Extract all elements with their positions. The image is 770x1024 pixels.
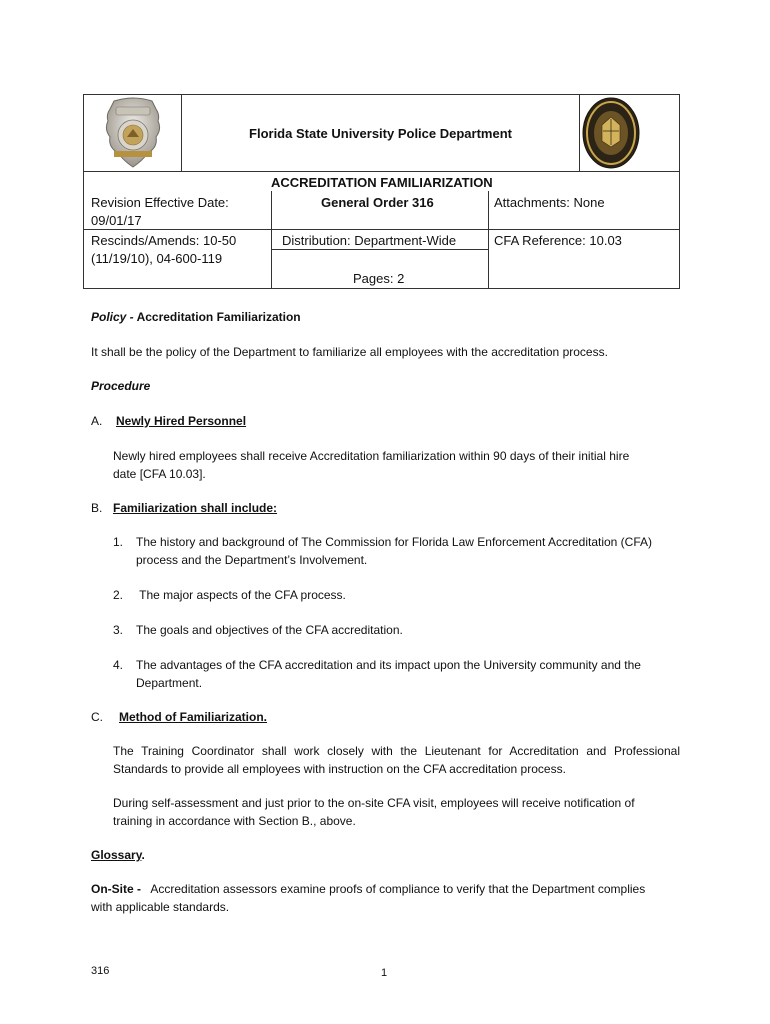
item-4-line2: Department. [136, 676, 203, 690]
police-badge-icon [84, 95, 182, 171]
item-3-number: 3. [113, 623, 124, 637]
item-1-line2: process and the Department’s Involvement. [136, 553, 368, 567]
section-a-text-1: Newly hired employees shall receive Accreditation familiarization within 90 days of their initial hire [113, 449, 630, 463]
section-b-title: Familiarization shall include [113, 501, 274, 515]
item-1-line1: The history and background of The Commission for Florida Law Enforcement Accreditation (CFA) [136, 535, 653, 549]
revision-label: Revision Effective Date: [91, 195, 229, 210]
policy-prefix: Policy - [91, 310, 134, 324]
procedure-heading: Procedure [91, 379, 151, 393]
section-c-letter: C. [91, 710, 103, 724]
section-c-para2-line1: During self-assessment and just prior to the on-site CFA visit, employees will receive notification of [113, 796, 635, 810]
item-2-number: 2. [113, 588, 124, 602]
section-a-title: Newly Hired Personnel [116, 414, 247, 428]
section-b-letter: B. [91, 501, 103, 515]
policy-heading [91, 308, 301, 326]
footer-page-number: 1 [381, 967, 388, 979]
header-table [83, 94, 680, 289]
item-4-number: 4. [113, 658, 124, 672]
university-seal-icon [580, 95, 680, 171]
order-number: General Order 316 [321, 195, 434, 210]
glossary-heading [91, 846, 145, 864]
section-a-text-2: date [CFA 10.03]. [113, 467, 206, 481]
footer-order-number: 316 [91, 965, 110, 977]
glossary-definition-2: with applicable standards. [91, 900, 230, 914]
section-c-para1-line2: Standards to provide all employees with instruction on the CFA accreditation process. [113, 762, 566, 776]
item-2-line1: The major aspects of the CFA process. [136, 588, 346, 602]
department-title: Florida State University Police Department [249, 125, 512, 141]
section-c-para2-line2: training in accordance with Section B., above. [113, 814, 356, 828]
pages: Pages: 2 [353, 271, 405, 286]
policy-statement: It shall be the policy of the Department to familiarize all employees with the accreditation process. [91, 345, 608, 359]
section-b-colon: : [273, 501, 278, 515]
item-3-line1: The goals and objectives of the CFA accreditation. [136, 623, 403, 637]
item-1-number: 1. [113, 535, 124, 549]
glossary-title: Glossary [91, 848, 142, 862]
attachments: Attachments: None [494, 195, 605, 210]
revision-date: 09/01/17 [91, 213, 142, 228]
rescinds-line1: Rescinds/Amends: 10-50 [91, 233, 237, 248]
section-b-heading [113, 499, 277, 517]
badge-cell [84, 95, 182, 171]
order-title: ACCREDITATION FAMILIARIZATION [271, 175, 493, 190]
policy-title: Accreditation Familiarization [133, 310, 301, 324]
section-a-letter: A. [91, 414, 103, 428]
glossary-entry [91, 880, 645, 898]
glossary-period: . [141, 848, 145, 862]
glossary-term: On-Site - [91, 882, 141, 896]
section-c-title: Method of Familiarization. [119, 710, 268, 724]
rescinds-line2: (11/19/10), 04-600-119 [91, 251, 223, 266]
distribution: Distribution: Department-Wide [282, 233, 457, 248]
section-c-para1-line1: The Training Coordinator shall work closely with the Lieutenant for Accreditation and Professional [113, 744, 680, 758]
glossary-definition-1: Accreditation assessors examine proofs of compliance to verify that the Department complies [141, 882, 646, 896]
seal-cell [579, 95, 680, 171]
item-4-line1: The advantages of the CFA accreditation and its impact upon the University community and the [136, 658, 641, 672]
cfa-reference: CFA Reference: 10.03 [494, 233, 622, 248]
